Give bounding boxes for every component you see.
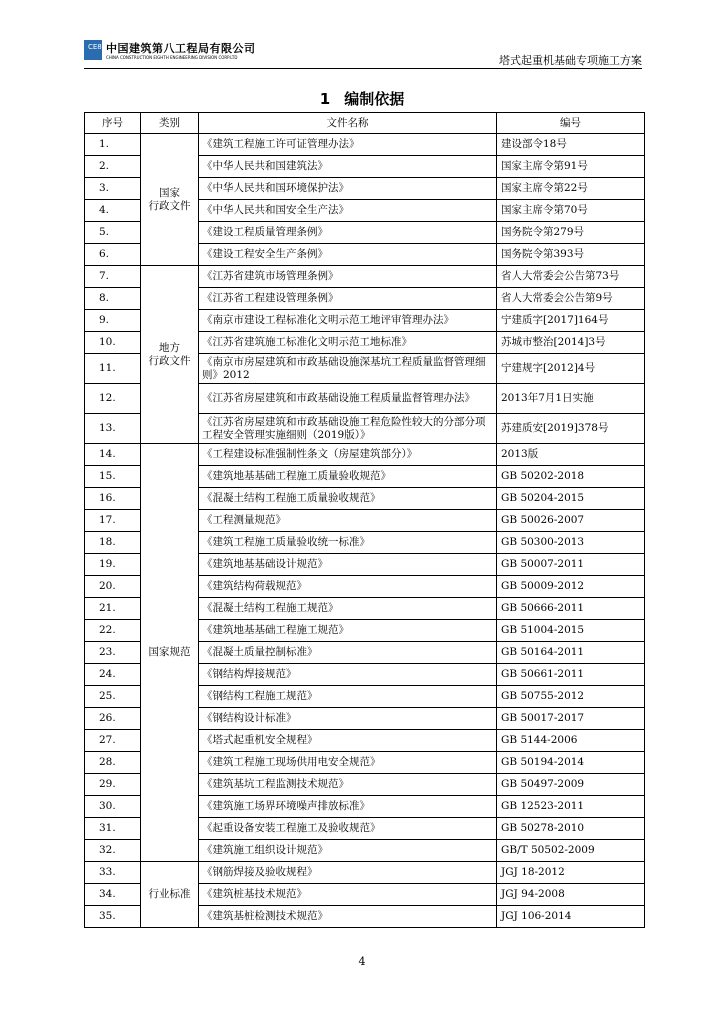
row-document-name: 《建筑地基基础工程施工规范》: [199, 620, 497, 642]
row-index: 14.: [85, 444, 141, 466]
row-index: 24.: [85, 664, 141, 686]
row-index: 9.: [85, 310, 141, 332]
row-document-name: 《中华人民共和国环境保护法》: [199, 178, 497, 200]
row-document-name: 《建设工程质量管理条例》: [199, 222, 497, 244]
row-code: GB 51004-2015: [497, 620, 645, 642]
row-document-name: 《建筑基桩检测技术规范》: [199, 906, 497, 928]
document-title: 塔式起重机基础专项施工方案: [499, 54, 642, 67]
row-code: GB 50204-2015: [497, 488, 645, 510]
row-code: JGJ 94-2008: [497, 884, 645, 906]
row-document-name: 《建设工程安全生产条例》: [199, 244, 497, 266]
row-document-name: 《南京市建设工程标准化文明示范工地评审管理办法》: [199, 310, 497, 332]
row-document-name: 《建筑基坑工程监测技术规范》: [199, 774, 497, 796]
row-code: GB 50497-2009: [497, 774, 645, 796]
row-index: 15.: [85, 466, 141, 488]
row-document-name: 《江苏省房屋建筑和市政基础设施工程危险性较大的分部分项工程安全管理实施细则（2019版）》: [199, 414, 497, 444]
row-category: 国家 行政文件: [141, 134, 199, 266]
row-index: 33.: [85, 862, 141, 884]
page-number: 4: [358, 955, 366, 968]
header-category: 类别: [141, 113, 199, 134]
row-document-name: 《混凝土结构工程施工质量验收规范》: [199, 488, 497, 510]
row-code: 省人大常委会公告第9号: [497, 288, 645, 310]
row-index: 6.: [85, 244, 141, 266]
row-document-name: 《江苏省房屋建筑和市政基础设施工程质量监督管理办法》: [199, 384, 497, 414]
row-code: 国务院令第393号: [497, 244, 645, 266]
row-index: 34.: [85, 884, 141, 906]
row-code: GB/T 50502-2009: [497, 840, 645, 862]
basis-table: [84, 112, 645, 928]
table-row: [85, 444, 645, 466]
table-header-row: [85, 113, 645, 134]
row-code: GB 50300-2013: [497, 532, 645, 554]
row-code: 国家主席令第91号: [497, 156, 645, 178]
row-code: 省人大常委会公告第73号: [497, 266, 645, 288]
row-index: 19.: [85, 554, 141, 576]
row-code: 国家主席令第70号: [497, 200, 645, 222]
table-body: [85, 134, 645, 928]
row-document-name: 《塔式起重机安全规程》: [199, 730, 497, 752]
row-index: 27.: [85, 730, 141, 752]
row-document-name: 《起重设备安装工程施工及验收规范》: [199, 818, 497, 840]
row-index: 17.: [85, 510, 141, 532]
row-index: 23.: [85, 642, 141, 664]
page-header: [84, 40, 642, 68]
row-code: 苏建质安[2019]378号: [497, 414, 645, 444]
row-index: 2.: [85, 156, 141, 178]
row-document-name: 《建筑桩基技术规范》: [199, 884, 497, 906]
row-document-name: 《混凝土结构工程施工规范》: [199, 598, 497, 620]
row-document-name: 《建筑地基基础设计规范》: [199, 554, 497, 576]
row-index: 29.: [85, 774, 141, 796]
row-code: GB 50194-2014: [497, 752, 645, 774]
row-category: 行业标准: [141, 862, 199, 928]
row-document-name: 《中华人民共和国建筑法》: [199, 156, 497, 178]
row-document-name: 《江苏省建筑市场管理条例》: [199, 266, 497, 288]
header-divider: [84, 68, 642, 69]
row-document-name: 《混凝土质量控制标准》: [199, 642, 497, 664]
row-index: 21.: [85, 598, 141, 620]
row-code: GB 5144-2006: [497, 730, 645, 752]
row-document-name: 《钢结构焊接规范》: [199, 664, 497, 686]
row-document-name: 《江苏省工程建设管理条例》: [199, 288, 497, 310]
row-index: 11.: [85, 354, 141, 384]
row-document-name: 《建筑施工场界环境噪声排放标准》: [199, 796, 497, 818]
table-row: [85, 862, 645, 884]
table-row: [85, 134, 645, 156]
logo-text: CE8: [88, 43, 102, 51]
row-document-name: 《中华人民共和国安全生产法》: [199, 200, 497, 222]
row-code: JGJ 18-2012: [497, 862, 645, 884]
row-code: GB 50026-2007: [497, 510, 645, 532]
row-index: 10.: [85, 332, 141, 354]
row-index: 30.: [85, 796, 141, 818]
row-index: 3.: [85, 178, 141, 200]
row-code: GB 50007-2011: [497, 554, 645, 576]
row-document-name: 《江苏省建筑施工标准化文明示范工地标准》: [199, 332, 497, 354]
company-logo: [84, 40, 102, 60]
row-index: 7.: [85, 266, 141, 288]
row-document-name: 《钢结构设计标准》: [199, 708, 497, 730]
row-category: 地方 行政文件: [141, 266, 199, 444]
row-code: GB 50202-2018: [497, 466, 645, 488]
row-index: 31.: [85, 818, 141, 840]
row-code: 国家主席令第22号: [497, 178, 645, 200]
row-code: 苏城市整治[2014]3号: [497, 332, 645, 354]
row-index: 18.: [85, 532, 141, 554]
row-document-name: 《工程测量规范》: [199, 510, 497, 532]
row-code: GB 12523-2011: [497, 796, 645, 818]
row-code: GB 50009-2012: [497, 576, 645, 598]
row-code: GB 50666-2011: [497, 598, 645, 620]
row-document-name: 《工程建设标准强制性条文（房屋建筑部分）》: [199, 444, 497, 466]
row-index: 20.: [85, 576, 141, 598]
row-index: 5.: [85, 222, 141, 244]
row-code: 国务院令第279号: [497, 222, 645, 244]
row-document-name: 《南京市房屋建筑和市政基础设施深基坑工程质量监督管理细则》2012: [199, 354, 497, 384]
section-heading: [0, 88, 724, 109]
section-title: 编制依据: [344, 90, 405, 108]
row-code: 2013年7月1日实施: [497, 384, 645, 414]
row-index: 25.: [85, 686, 141, 708]
row-code: GB 50661-2011: [497, 664, 645, 686]
row-code: 2013版: [497, 444, 645, 466]
row-index: 28.: [85, 752, 141, 774]
row-index: 8.: [85, 288, 141, 310]
row-code: 建设部令18号: [497, 134, 645, 156]
row-document-name: 《钢筋焊接及验收规程》: [199, 862, 497, 884]
row-index: 35.: [85, 906, 141, 928]
row-code: GB 50017-2017: [497, 708, 645, 730]
row-index: 1.: [85, 134, 141, 156]
row-code: GB 50278-2010: [497, 818, 645, 840]
row-document-name: 《建筑结构荷载规范》: [199, 576, 497, 598]
row-code: 宁建规字[2012]4号: [497, 354, 645, 384]
row-code: GB 50755-2012: [497, 686, 645, 708]
row-code: JGJ 106-2014: [497, 906, 645, 928]
header-index: 序号: [85, 113, 141, 134]
company-name-cn: 中国建筑第八工程局有限公司: [106, 42, 256, 55]
row-index: 22.: [85, 620, 141, 642]
row-document-name: 《建筑工程施工许可证管理办法》: [199, 134, 497, 156]
row-index: 4.: [85, 200, 141, 222]
row-code: 宁建质字[2017]164号: [497, 310, 645, 332]
row-document-name: 《建筑工程施工质量验收统一标准》: [199, 532, 497, 554]
row-document-name: 《建筑地基基础工程施工质量验收规范》: [199, 466, 497, 488]
row-category: 国家规范: [141, 444, 199, 862]
section-number: 1: [319, 90, 331, 108]
company-name-en: CHINA CONSTRUCTION EIGHTH ENGINEERING DIVISION CORP.LTD: [106, 55, 238, 60]
row-index: 12.: [85, 384, 141, 414]
row-index: 32.: [85, 840, 141, 862]
row-document-name: 《钢结构工程施工规范》: [199, 686, 497, 708]
row-index: 16.: [85, 488, 141, 510]
table-row: [85, 266, 645, 288]
header-code: 编号: [497, 113, 645, 134]
row-code: GB 50164-2011: [497, 642, 645, 664]
row-index: 26.: [85, 708, 141, 730]
row-index: 13.: [85, 414, 141, 444]
row-document-name: 《建筑施工组织设计规范》: [199, 840, 497, 862]
row-document-name: 《建筑工程施工现场供用电安全规范》: [199, 752, 497, 774]
header-document-name: 文件名称: [199, 113, 497, 134]
